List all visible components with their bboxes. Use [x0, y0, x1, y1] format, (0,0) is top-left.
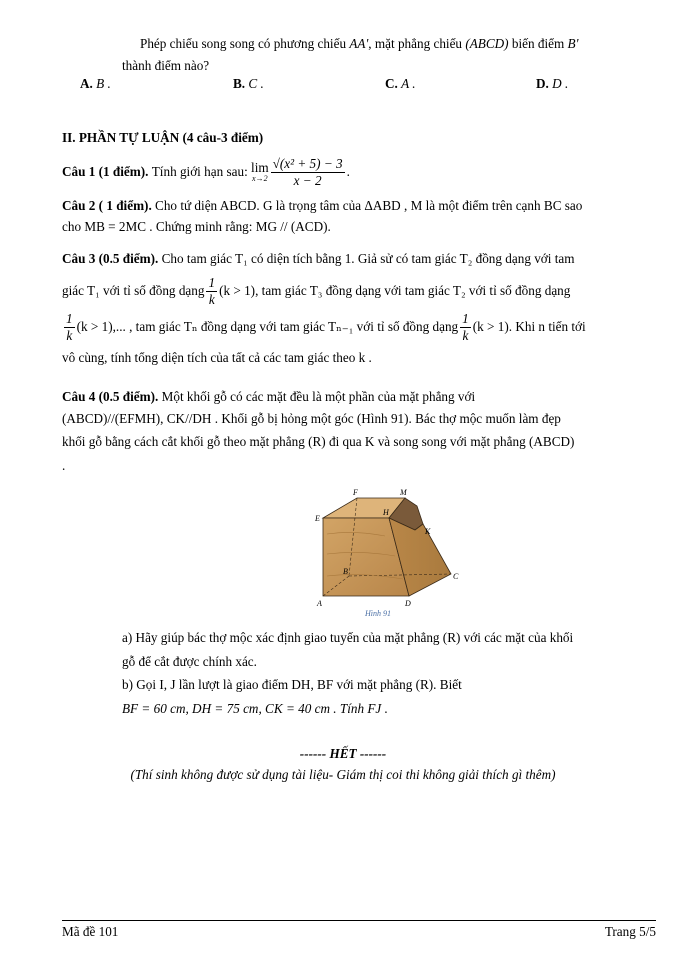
mc-option-c — [385, 76, 416, 92]
option-letter: B. — [233, 76, 246, 91]
q1-fraction — [271, 157, 345, 186]
q4-b-line2: BF = 60 cm, DH = 75 cm, CK = 40 cm . Tính FJ . — [122, 701, 388, 716]
q3-line2 — [62, 276, 570, 306]
footer-rule — [62, 920, 656, 921]
mc-stem-line1 — [140, 36, 578, 52]
end-mark: ------ HẾT ------ — [299, 746, 387, 761]
label-D: D — [405, 599, 411, 608]
q1-tail: . — [346, 164, 350, 179]
option-value: D . — [552, 76, 569, 91]
q1-numerator: √(x² + 5) − 3 — [272, 156, 343, 172]
option-letter: C. — [385, 76, 398, 91]
q3-text3b: (k > 1). Khi n tiến tới — [472, 319, 586, 334]
mc-stem-b: , mặt phẳng chiếu — [368, 36, 463, 51]
q3-line3 — [62, 312, 586, 342]
q3-text2a: giác T₁ với tỉ số đồng dạng — [62, 283, 205, 298]
q4-line4: . — [62, 458, 66, 473]
q4-label: Câu 4 (0.5 điểm). — [62, 389, 159, 404]
q3-text2b: (k > 1), tam giác T₃ đồng dạng với tam giác T₂ với tỉ số đồng dạng — [219, 283, 571, 298]
label-E: E — [315, 514, 320, 523]
frac-den: k — [208, 291, 215, 307]
q1-denominator: x − 2 — [293, 172, 322, 188]
mc-stem-c: biến điểm — [511, 36, 565, 51]
frac-num: 1 — [462, 311, 469, 327]
mc-option-b — [233, 76, 264, 92]
option-value: C . — [248, 76, 264, 91]
mc-stem-a: Phép chiếu song song có phương chiếu — [140, 36, 347, 51]
section-title: II. PHẦN TỰ LUẬN (4 câu-3 điểm) — [62, 130, 264, 145]
q1-label: Câu 1 (1 điểm). — [62, 164, 149, 179]
q3-fraction-2 — [64, 312, 75, 341]
q2-text1: Cho tứ diện ABCD. G là trọng tâm của ΔABD , M là một điểm trên cạnh BC sao — [155, 198, 583, 213]
lim-subscript: x→2 — [252, 173, 268, 183]
lim-operator: lim — [251, 160, 269, 176]
q4-line1 — [62, 389, 475, 405]
label-C: C — [453, 572, 459, 581]
mc-option-a — [80, 76, 111, 92]
q4-line3: khối gỗ bằng cách cắt khối gỗ theo mặt phẳng (R) đi qua K và song song với mặt phẳng (ABCD) — [62, 434, 575, 449]
q2-line1 — [62, 198, 582, 214]
mc-stem-plane: (ABCD) — [465, 36, 509, 51]
frac-num: 1 — [208, 275, 216, 291]
q4-b-line1: b) Gọi I, J lần lượt là giao điểm DH, BF với mặt phẳng (R). Biết — [122, 677, 462, 692]
mc-stem-pt: B' — [567, 36, 579, 51]
option-value: B . — [96, 76, 111, 91]
option-value: A . — [401, 76, 416, 91]
label-M: M — [400, 488, 407, 497]
footer-exam-code: Mã đề 101 — [62, 924, 119, 939]
label-H: H — [383, 508, 389, 517]
q1 — [62, 158, 350, 186]
q2-line2: cho MB = 2MC . Chứng minh rằng: MG // (ACD). — [62, 219, 331, 234]
label-K: K — [425, 527, 431, 536]
q1-lim — [251, 161, 269, 182]
label-F: F — [353, 488, 358, 497]
q3-fraction-1 — [206, 276, 217, 305]
figure-caption: Hình 91 — [365, 609, 391, 618]
mc-stem-aa: AA' — [349, 36, 369, 51]
q1-text: Tính giới hạn sau: — [151, 164, 248, 179]
option-letter: D. — [536, 76, 549, 91]
footer-page-number: Trang 5/5 — [604, 924, 656, 939]
q2-label: Câu 2 ( 1 điểm). — [62, 198, 152, 213]
q3-fraction-3 — [460, 312, 471, 341]
mc-stem-line2: thành điểm nào? — [122, 58, 210, 73]
q3-text3a: (k > 1),... , tam giác Tₙ đồng dạng với tam giác Tₙ₋₁ với tỉ số đồng dạng — [76, 319, 459, 334]
q4-text1: Một khối gỗ có các mặt đều là một phần của mặt phẳng với — [161, 389, 476, 404]
q4-a-line1: a) Hãy giúp bác thợ mộc xác định giao tuyến của mặt phẳng (R) với các mặt của khối — [122, 630, 574, 645]
frac-den: k — [462, 327, 469, 343]
q3-text1: Cho tam giác T₁ có diện tích bằng 1. Giả sử có tam giác T₂ đồng dạng với tam — [161, 251, 575, 266]
label-B: B — [343, 567, 348, 576]
q3-line4: vô cùng, tính tổng diện tích của tất cả các tam giác theo k . — [62, 350, 372, 365]
mc-option-d — [536, 76, 568, 92]
wood-block-figure — [305, 484, 465, 620]
option-letter: A. — [80, 76, 93, 91]
q3-line1 — [62, 251, 575, 267]
q4-line2: (ABCD)//(EFMH), CK//DH . Khối gỗ bị hỏng một góc (Hình 91). Bác thợ mộc muốn làm đẹp — [62, 411, 561, 426]
frac-den: k — [66, 327, 73, 343]
end-note: (Thí sinh không được sử dụng tài liệu- Giám thị coi thi không giải thích gì thêm) — [130, 767, 556, 782]
q4-a-line2: gỗ để cắt được chính xác. — [122, 654, 257, 669]
frac-num: 1 — [66, 311, 73, 327]
label-A: A — [317, 599, 322, 608]
q3-label: Câu 3 (0.5 điểm). — [62, 251, 159, 266]
